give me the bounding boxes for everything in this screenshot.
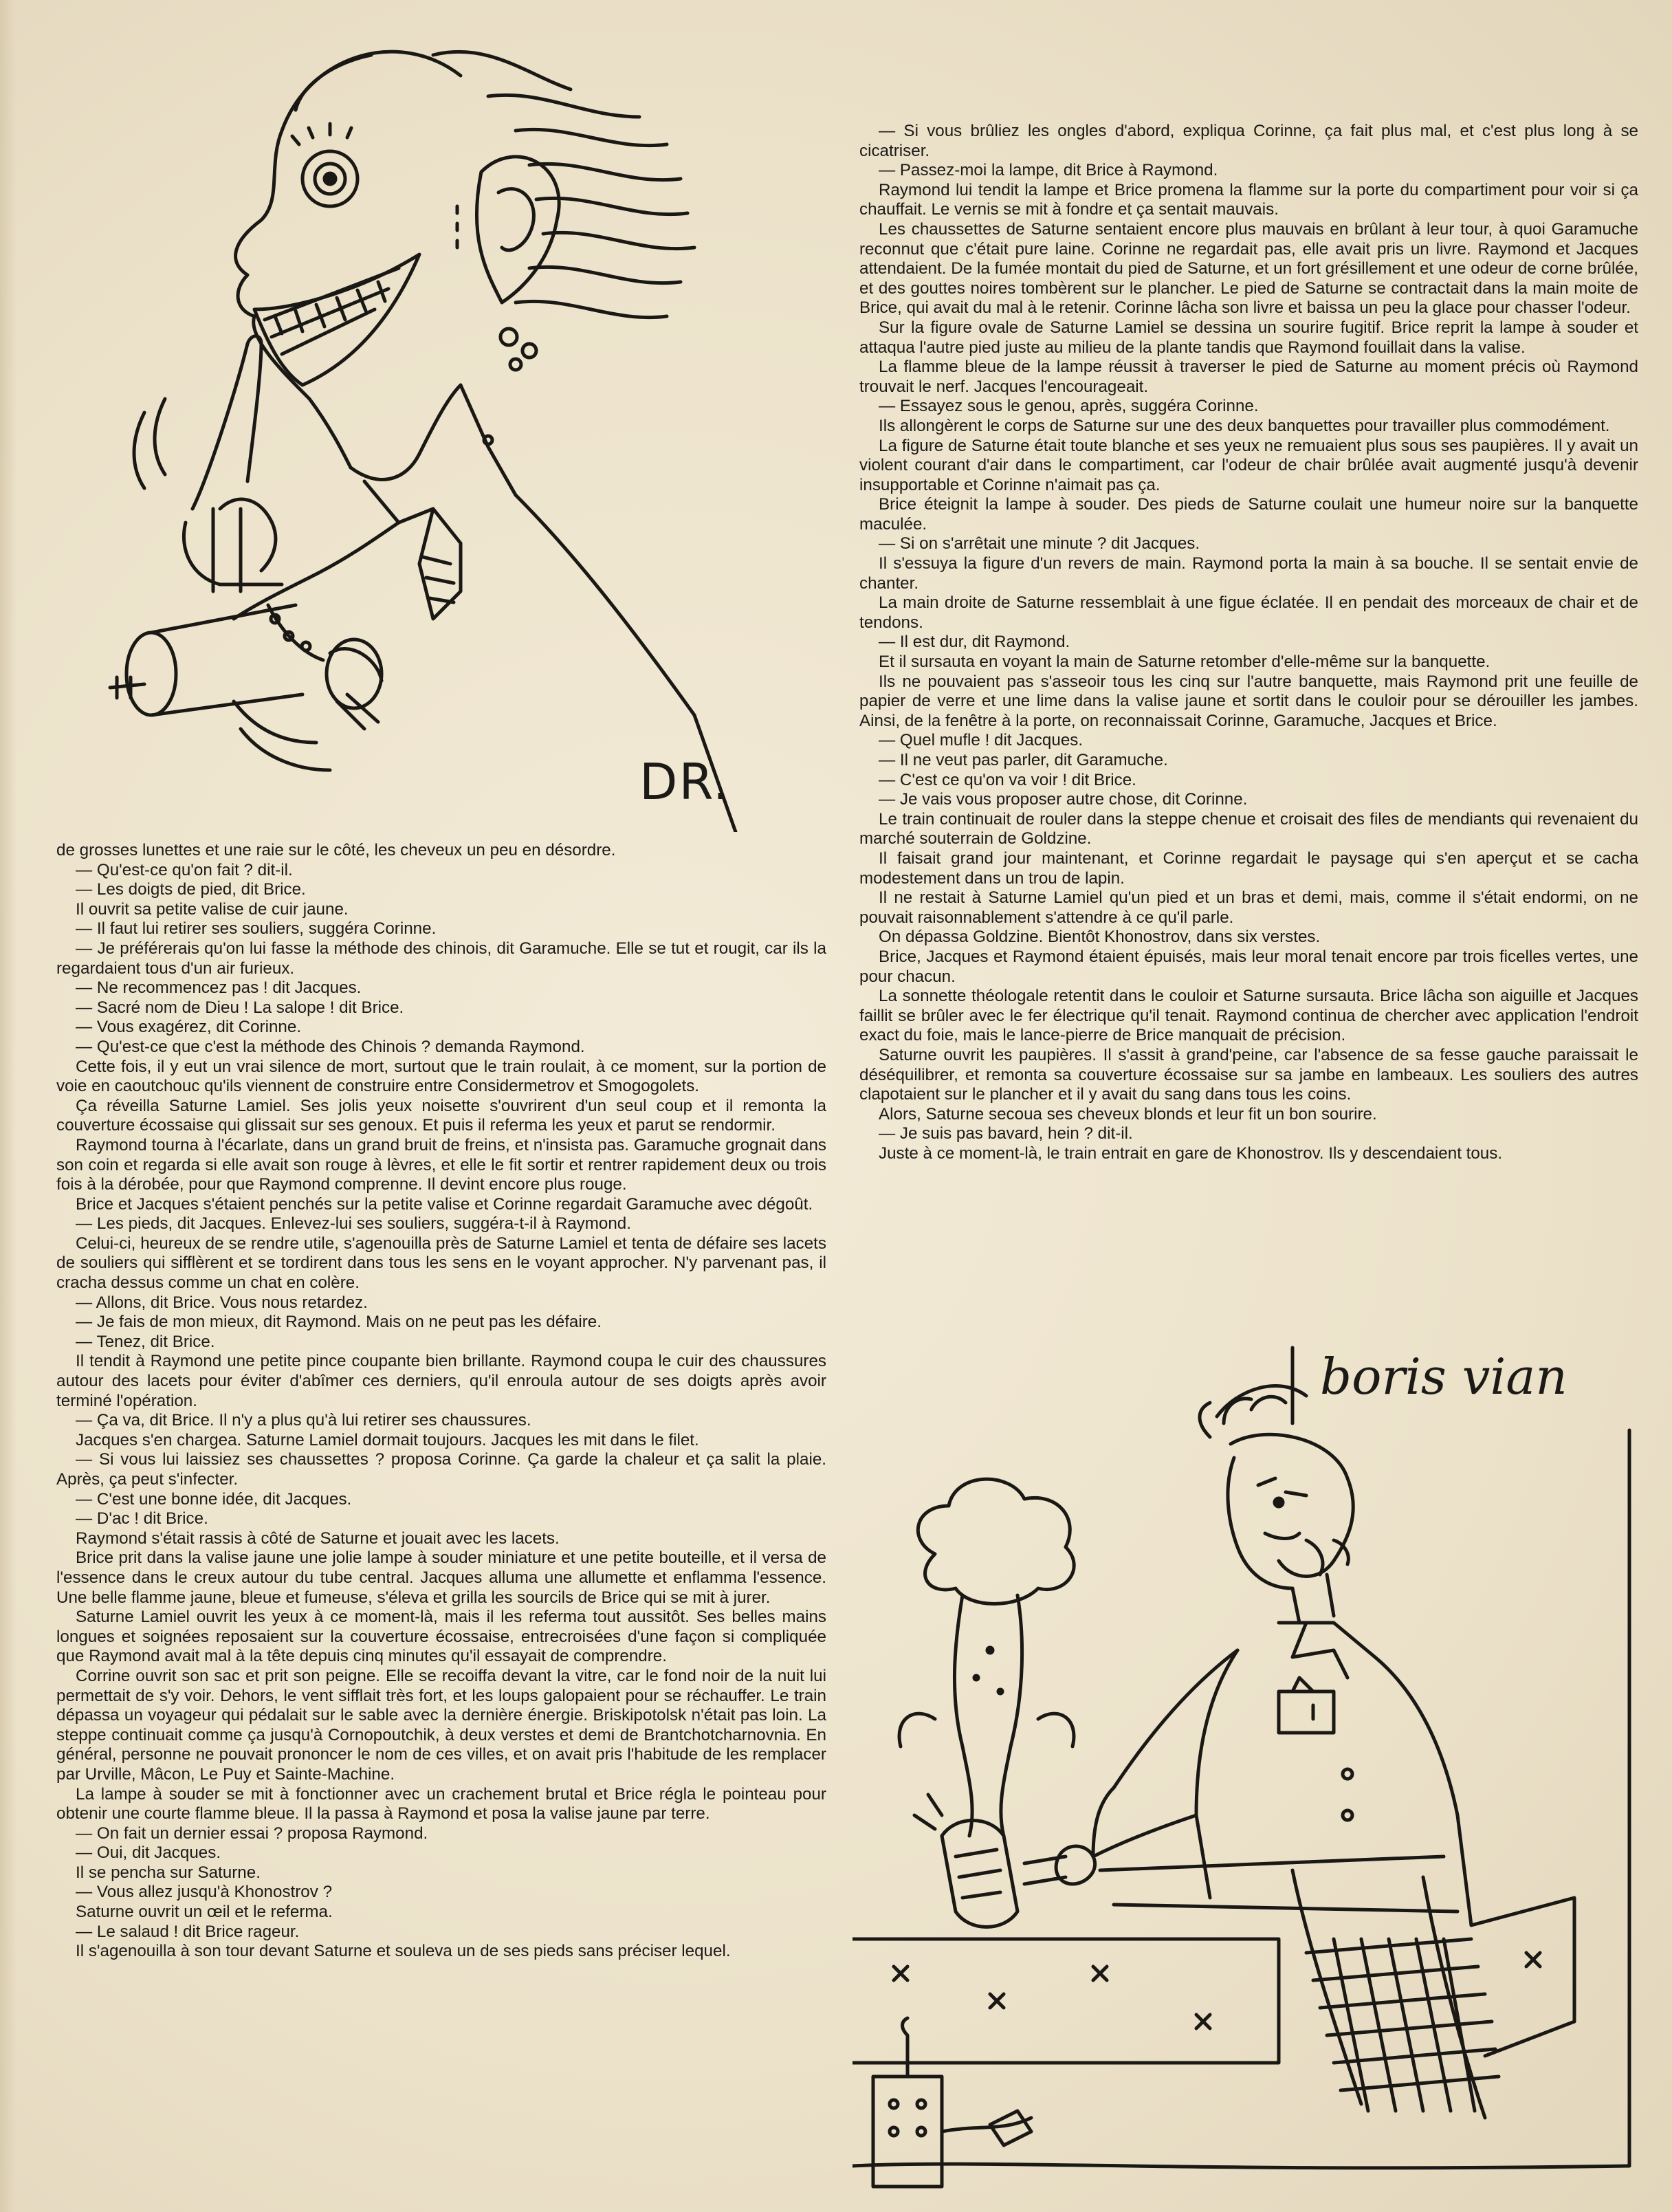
boris-vian-signature: boris vian bbox=[1320, 1348, 1568, 1405]
dr-signature: DR. bbox=[639, 753, 730, 811]
right-column-paragraph: Et il sursauta en voyant la main de Saturne retomber d'elle-même sur la banquette. bbox=[879, 653, 1490, 672]
left-column-paragraph: — Les pieds, dit Jacques. Enlevez-lui ses souliers, suggéra-t-il à Raymond. bbox=[76, 1214, 631, 1234]
right-column-paragraph: Saturne ouvrit les paupières. Il s'assit à grand'peine, car l'absence de sa fesse gauche paraissait le déséquilibrer, et remonta sa couverture écossaise sur sa jambe en lambeaux. Les souliers des autres clapotaient sur le plancher et il y avait du sang dans tous les coins. bbox=[859, 1045, 1638, 1104]
left-column-paragraph: — Tenez, dit Brice. bbox=[76, 1332, 215, 1351]
right-column-paragraph: Ils allongèrent le corps de Saturne sur une des deux banquettes pour travailler plus commodément. bbox=[879, 416, 1610, 435]
left-column-paragraph: Brice et Jacques s'étaient penchés sur la petite valise et Corinne regardait Garamuche avec dégoût. bbox=[76, 1194, 813, 1214]
right-column-paragraph: Brice, Jacques et Raymond étaient épuisés, mais leur moral tenait encore par trois ficelles vertes, une pour chacun. bbox=[859, 947, 1638, 986]
right-column-paragraph: — C'est ce qu'on va voir ! dit Brice. bbox=[879, 770, 1136, 789]
right-column-paragraph: La main droite de Saturne ressemblait à une figue éclatée. Il en pendait des morceaux de chair et de tendons. bbox=[859, 593, 1638, 632]
left-column-paragraph: Raymond tourna à l'écarlate, dans un grand bruit de freins, et n'insista pas. Garamuche grognait dans son coin et regarda si elle avait son rouge à lèvres, et elle le fit sortir et rentrer rapidement deux ou trois fois à la dérobée, pour que Raymond comprenne. Il devint encore plus rouge. bbox=[56, 1135, 826, 1194]
right-column-paragraph: Ils ne pouvaient pas s'asseoir tous les cinq sur l'autre banquette, mais Raymond prit une feuille de papier de verre et une lime dans la valise jaune et sortit dans le couloir pour se dérouiller les jambes. Ainsi, de la fenêtre à la porte, on reconnaissait Corinne, Garamuche, Jacques et Brice. bbox=[859, 672, 1638, 730]
left-column-paragraph: — Vous exagérez, dit Corinne. bbox=[76, 1018, 302, 1037]
left-column-paragraph: — Ça va, dit Brice. Il n'y a plus qu'à lui retirer ses chaussures. bbox=[76, 1411, 531, 1430]
left-column-paragraph: — Ne recommencez pas ! dit Jacques. bbox=[76, 978, 362, 998]
left-column-paragraph: Ça réveilla Saturne Lamiel. Ses jolis yeux noisette s'ouvrirent d'un seul coup et il remonta la couverture écossaise qui glissait sur ses genoux. Et puis il referma les yeux et parut se rendormir. bbox=[56, 1096, 826, 1135]
right-column-paragraph: Sur la figure ovale de Saturne Lamiel se dessina un sourire fugitif. Brice reprit la lampe à souder et attaqua l'autre pied juste au milieu de la plante tandis que Raymond fouillait dans la valise. bbox=[859, 318, 1638, 357]
left-column-paragraph: — Les doigts de pied, dit Brice. bbox=[76, 880, 306, 899]
left-column-paragraph: Saturne Lamiel ouvrit les yeux à ce moment-là, mais il les referma tout aussitôt. Ses belles mains longues et soignées reposaient sur la couverture écossaise, entrecroisées d'une façon si compliquée que Raymond avait mal à la tête depuis cinq minutes qu'il essayait de comprendre. bbox=[56, 1608, 826, 1666]
left-column-paragraph: Raymond s'était rassis à côté de Saturne et jouait avec les lacets. bbox=[76, 1529, 560, 1548]
right-column-paragraph: Le train continuait de rouler dans la steppe chenue et croisait des files de mendiants qui revenaient du marché souterrain de Goldzine. bbox=[859, 809, 1638, 848]
left-column-paragraph: — Je préférerais qu'on lui fasse la méthode des chinois, dit Garamuche. Elle se tut et rougit, car ils la regardaient tous d'un air furieux. bbox=[56, 939, 826, 978]
left-column-paragraph: — Allons, dit Brice. Vous nous retardez. bbox=[76, 1293, 368, 1312]
left-column-paragraph: — Si vous lui laissiez ses chaussettes ? proposa Corinne. Ça garde la chaleur et ça salit la plaie. Après, ça peut s'infecter. bbox=[56, 1450, 826, 1489]
left-column-paragraph: Saturne ouvrit un œil et le referma. bbox=[76, 1903, 333, 1922]
right-column-paragraph: — Quel mufle ! dit Jacques. bbox=[879, 731, 1084, 750]
right-text-column bbox=[859, 122, 1638, 1163]
right-column-paragraph: Brice éteignit la lampe à souder. Des pieds de Saturne coulait une humeur noire sur la banquette maculée. bbox=[859, 495, 1638, 534]
right-column-paragraph: — Je suis pas bavard, hein ? dit-il. bbox=[879, 1124, 1133, 1143]
left-column-paragraph: — Le salaud ! dit Brice rageur. bbox=[76, 1922, 300, 1941]
right-column-paragraph: — Passez-moi la lampe, dit Brice à Raymond. bbox=[879, 161, 1218, 180]
right-column-paragraph: La sonnette théologale retentit dans le couloir et Saturne sursauta. Brice lâcha son aiguille et Jacques faillit se brûler avec le fer électrique qu'il tenait. Raymond continua de chercher avec application l'endroit exact du foie, mais le lance-pierre de Brice manquait de précision. bbox=[859, 987, 1638, 1045]
right-column-paragraph: Les chaussettes de Saturne sentaient encore plus mauvais en brûlant à leur tour, à quoi Garamuche reconnut que c'était pure laine. Corinne ne regardait pas, elle avait pris un livre. Raymond et Jacques attendaient. De la fumée montait du pied de Saturne, et un fort grésillement et une odeur de corne brûlée, et des gouttes noires tombèrent sur le plancher. Le pied de Saturne se contractait dans la main moite de Brice, qui avait du mal à le retenir. Corinne lâcha son livre et baissa un peu la glace pour chasser l'odeur. bbox=[859, 219, 1638, 318]
left-column-paragraph: Celui-ci, heureux de se rendre utile, s'agenouilla près de Saturne Lamiel et tenta de défaire ses lacets de souliers qui sifflèrent et se tordirent dans tous les sens en le voyant approcher. N'y parvenant pas, il cracha dessus comme un chat en colère. bbox=[56, 1234, 826, 1293]
right-column-paragraph: — Si on s'arrêtait une minute ? dit Jacques. bbox=[879, 534, 1200, 554]
right-column-paragraph: — Si vous brûliez les ongles d'abord, expliqua Corinne, ça fait plus mal, et c'est plus long à se cicatriser. bbox=[859, 122, 1638, 160]
page-edge-shadow bbox=[0, 0, 16, 2212]
left-column-paragraph: — Sacré nom de Dieu ! La salope ! dit Brice. bbox=[76, 998, 404, 1017]
left-column-paragraph: — Qu'est-ce que c'est la méthode des Chinois ? demanda Raymond. bbox=[76, 1037, 585, 1056]
bottom-illustration bbox=[852, 1334, 1643, 2193]
left-column-paragraph: — Oui, dit Jacques. bbox=[76, 1843, 221, 1863]
right-column-paragraph: Alors, Saturne secoua ses cheveux blonds et leur fit un bon sourire. bbox=[879, 1104, 1377, 1124]
left-column-paragraph: — Je fais de mon mieux, dit Raymond. Mais on ne peut pas les défaire. bbox=[76, 1313, 602, 1332]
left-column-paragraph: Il tendit à Raymond une petite pince coupante bien brillante. Raymond coupa le cuir des chaussures autour des lacets pour éviter d'abîmer ces derniers, qu'il enroula autour de ses doigts après avoir terminé l'opération. bbox=[56, 1352, 826, 1410]
left-column-paragraph: Jacques s'en chargea. Saturne Lamiel dormait toujours. Jacques les mit dans le filet. bbox=[76, 1430, 699, 1449]
right-column-paragraph: — Il ne veut pas parler, dit Garamuche. bbox=[879, 751, 1168, 769]
left-column-paragraph: de grosses lunettes et une raie sur le côté, les cheveux un peu en désordre. bbox=[56, 841, 616, 859]
right-column-paragraph: — Essayez sous le genou, après, suggéra Corinne. bbox=[879, 397, 1259, 416]
left-column-paragraph: — C'est une bonne idée, dit Jacques. bbox=[76, 1489, 352, 1509]
left-column-paragraph: — Vous allez jusqu'à Khonostrov ? bbox=[76, 1883, 333, 1902]
left-column-paragraph: Il ouvrit sa petite valise de cuir jaune. bbox=[76, 899, 349, 919]
right-column-paragraph: Il ne restait à Saturne Lamiel qu'un pied et un bras et demi, mais, comme il s'était endormi, on ne pouvait raisonnablement s'attendre à ce qu'il parle. bbox=[859, 888, 1638, 927]
left-column-paragraph: — D'ac ! dit Brice. bbox=[76, 1509, 208, 1529]
right-column-paragraph: La flamme bleue de la lampe réussit à traverser le pied de Saturne au moment précis où Raymond trouvait le nerf. Jacques l'encourageait. bbox=[859, 358, 1638, 396]
left-column-paragraph: Brice prit dans la valise jaune une jolie lampe à souder miniature et une petite bouteille, et il versa de l'essence dans le creux autour du tube central. Jacques alluma une allumette et enflamma l'essence. Une belle flamme jaune, bleue et fumeuse, s'éleva et grilla les sourcils de Brice qui se mit à jurer. bbox=[56, 1548, 826, 1607]
left-column-paragraph: Cette fois, il y eut un vrai silence de mort, surtout que le train roulait, à ce moment, sur la portion de voie en caoutchouc qu'ils viennent de construire entre Considermetrov et Smogogolets. bbox=[56, 1057, 826, 1096]
left-column-paragraph: Corrine ouvrit son sac et prit son peigne. Elle se recoiffa devant la vitre, car le fond noir de la nuit lui permettait de s'y voir. Dehors, le vent sifflait très fort, et les loups galopaient pour se réchauffer. Le train dépassa un voyageur qui pédalait sur le sable avec la dernière énergie. Briskipotolsk n'était pas loin. La steppe continuait comme ça jusqu'à Cornopoutchik, à deux verstes et demi de Brantchotcharnovnia. En général, personne ne pouvait prononcer le nom de ces villes, et on avait pris l'habitude de les remplacer par Urville, Mâcon, Le Puy et Sainte-Machine. bbox=[56, 1666, 826, 1784]
right-column-paragraph: — Je vais vous proposer autre chose, dit Corinne. bbox=[879, 790, 1248, 809]
left-column-paragraph: — Qu'est-ce qu'on fait ? dit-il. bbox=[76, 860, 293, 879]
right-column-paragraph: — Il est dur, dit Raymond. bbox=[879, 633, 1070, 652]
top-illustration bbox=[76, 14, 818, 832]
right-column-paragraph: On dépassa Goldzine. Bientôt Khonostrov, dans six verstes. bbox=[879, 928, 1321, 947]
left-column-paragraph: Il se pencha sur Saturne. bbox=[76, 1863, 261, 1882]
right-column-paragraph: Il s'essuya la figure d'un revers de main. Raymond porta la main à sa bouche. Il se sentait envie de chanter. bbox=[859, 554, 1638, 593]
right-column-paragraph: Juste à ce moment-là, le train entrait en gare de Khonostrov. Ils y descendaient tous. bbox=[879, 1143, 1503, 1163]
left-column-paragraph: — On fait un dernier essai ? proposa Raymond. bbox=[76, 1824, 428, 1843]
right-column-paragraph: La figure de Saturne était toute blanche et ses yeux ne remuaient plus sous ses paupières. Il y avait un violent courant d'air dans le compartiment, car l'odeur de chair brûlée avait augmenté jusqu'à devenir insupportable et Corinne n'aimait pas ça. bbox=[859, 436, 1638, 494]
left-column-paragraph: — Il faut lui retirer ses souliers, suggéra Corinne. bbox=[76, 919, 437, 939]
left-column-paragraph: Il s'agenouilla à son tour devant Saturne et souleva un de ses pieds sans préciser lequel. bbox=[76, 1942, 731, 1961]
left-text-column bbox=[56, 841, 826, 1962]
right-column-paragraph: Il faisait grand jour maintenant, et Corinne regardait le paysage qui s'en aperçut et se cacha modestement dans un trou de lapin. bbox=[859, 848, 1638, 888]
left-column-paragraph: La lampe à souder se mit à fonctionner avec un crachement brutal et Brice régla le pointeau pour obtenir une courte flamme bleue. Il la passa à Raymond et posa la valise jaune par terre. bbox=[56, 1784, 826, 1824]
right-column-paragraph: Raymond lui tendit la lampe et Brice promena la flamme sur la porte du compartiment pour voir si ça chauffait. Le vernis se mit à fondre et ça sentait mauvais. bbox=[859, 180, 1638, 219]
